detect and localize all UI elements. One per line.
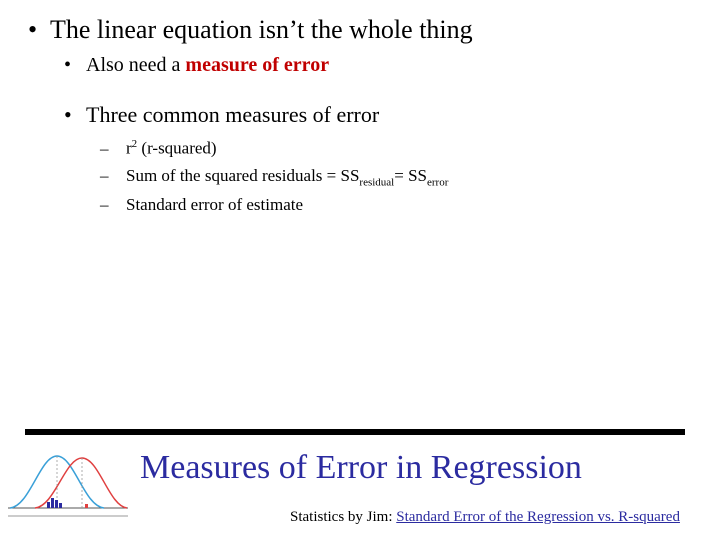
normal-distribution-logo-icon [5, 446, 131, 524]
dash: – [100, 195, 109, 214]
bullet-dot: • [64, 102, 72, 127]
bullet-linear-equation [28, 15, 473, 45]
subitem-text: Sum of the squared residuals = SS [126, 166, 360, 185]
superscript: 2 [131, 138, 138, 150]
source-link[interactable]: Standard Error of the Regression vs. R-squared [396, 509, 680, 525]
bullet-measure-of-error [64, 54, 329, 77]
subitem-sum-squared-residuals [100, 166, 448, 188]
bullet-dot: • [64, 54, 72, 76]
dash: – [100, 166, 109, 185]
source-prefix: Statistics by Jim: [290, 509, 397, 525]
bullet-dot: • [28, 15, 38, 44]
bullet-text: The linear equation isn’t the whole thing [50, 15, 473, 44]
dash: – [100, 138, 109, 158]
footer-divider [25, 429, 685, 435]
footer-title: Measures of Error in Regression [140, 449, 582, 486]
source-citation [290, 509, 680, 526]
emphasis-text: measure of error [185, 54, 330, 76]
subitem-mid: = SS [394, 166, 427, 185]
bullet-prefix: Also need a [86, 54, 186, 76]
bullet-text: Three common measures of error [86, 102, 380, 127]
subscript-residual: residual [359, 176, 395, 189]
subscript-error: error [426, 176, 449, 189]
subitem-text: r [126, 138, 132, 158]
subitem-r-squared [100, 138, 217, 159]
subitem-text: Standard error of estimate [126, 195, 304, 214]
subitem-rest: (r-squared) [137, 138, 217, 158]
bullet-three-measures [64, 102, 379, 128]
subitem-standard-error [100, 195, 303, 215]
